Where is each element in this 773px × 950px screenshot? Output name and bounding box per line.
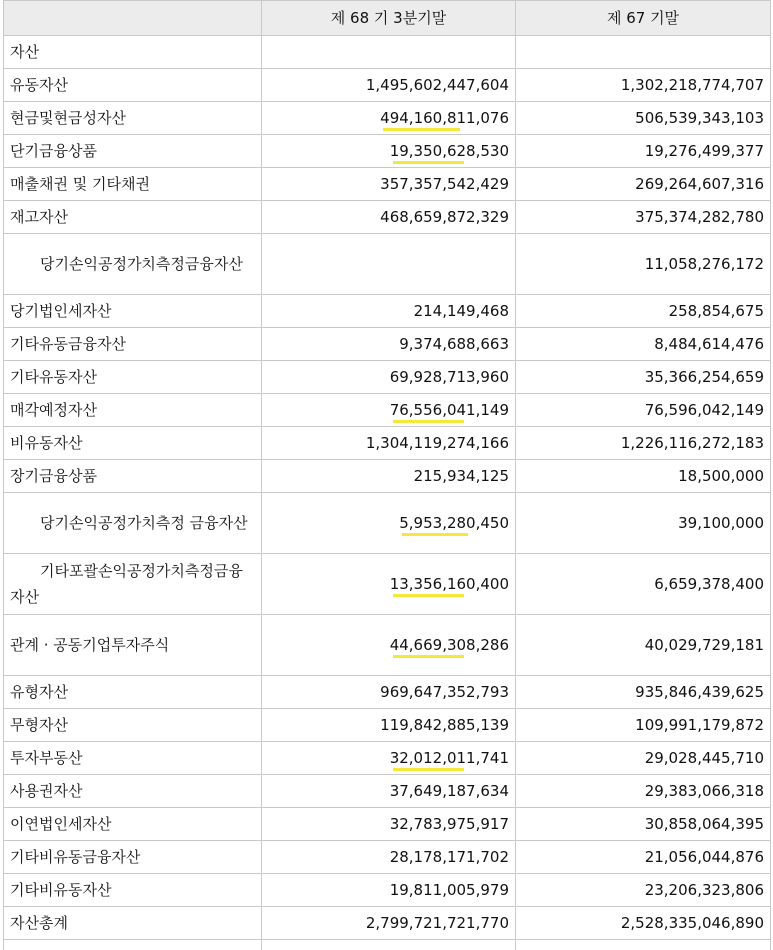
row-label: 투자부동산 (4, 742, 262, 775)
current-value: 32,783,975,917 (262, 808, 516, 841)
current-value: 468,659,872,329 (262, 201, 516, 234)
prior-value: 40,029,729,181 (516, 615, 771, 676)
prior-value: 29,028,445,710 (516, 742, 771, 775)
prior-value: 19,276,499,377 (516, 135, 771, 168)
header-row (4, 1, 771, 36)
table-row (4, 742, 771, 775)
current-value (262, 493, 516, 554)
row-label: 기타유동자산 (4, 361, 262, 394)
current-value: 69,928,713,960 (262, 361, 516, 394)
table-row (4, 427, 771, 460)
row-label: 당기법인세자산 (4, 295, 262, 328)
current-value: 28,178,171,702 (262, 841, 516, 874)
table-row (4, 168, 771, 201)
table-row (4, 69, 771, 102)
row-label: 기타유동금융자산 (4, 328, 262, 361)
table-row (4, 709, 771, 742)
table-row (4, 808, 771, 841)
row-label: 비유동자산 (4, 427, 262, 460)
prior-value: 258,854,675 (516, 295, 771, 328)
prior-value: 2,528,335,046,890 (516, 907, 771, 940)
row-label: 당기손익공정가치측정금융자산 (4, 234, 262, 295)
row-label: 기타비유동금융자산 (4, 841, 262, 874)
row-label: 당기손익공정가치측정 금융자산 (4, 493, 262, 554)
current-value: 357,357,542,429 (262, 168, 516, 201)
table-row (4, 554, 771, 615)
table-row (4, 135, 771, 168)
highlighted-value: 76,556,041,149 (390, 401, 509, 423)
prior-value: 1,226,116,272,183 (516, 427, 771, 460)
row-label: 유동자산 (4, 69, 262, 102)
current-value: 969,647,352,793 (262, 676, 516, 709)
prior-value: 8,484,614,476 (516, 328, 771, 361)
prior-value: 6,659,378,400 (516, 554, 771, 615)
row-label: 단기금융상품 (4, 135, 262, 168)
table-row (4, 841, 771, 874)
header-current-period: 제 68 기 3분기말 (262, 1, 516, 36)
row-label: 매각예정자산 (4, 394, 262, 427)
current-value: 1,304,119,274,166 (262, 427, 516, 460)
current-value (262, 36, 516, 69)
current-value: 37,649,187,634 (262, 775, 516, 808)
prior-value: 375,374,282,780 (516, 201, 771, 234)
current-value (262, 742, 516, 775)
table-row (4, 394, 771, 427)
highlighted-value: 494,160,811,076 (380, 109, 509, 131)
table-row (4, 295, 771, 328)
table-row (4, 36, 771, 69)
empty-cell (516, 940, 771, 950)
current-value: 214,149,468 (262, 295, 516, 328)
row-label: 사용권자산 (4, 775, 262, 808)
table-row (4, 102, 771, 135)
balance-sheet-table (3, 0, 771, 950)
row-label: 유형자산 (4, 676, 262, 709)
prior-value: 1,302,218,774,707 (516, 69, 771, 102)
table-row (4, 201, 771, 234)
prior-value: 109,991,179,872 (516, 709, 771, 742)
prior-value: 30,858,064,395 (516, 808, 771, 841)
prior-value: 39,100,000 (516, 493, 771, 554)
table-row (4, 493, 771, 554)
prior-value: 935,846,439,625 (516, 676, 771, 709)
table-row (4, 361, 771, 394)
header-label-col (4, 1, 262, 36)
current-value: 2,799,721,721,770 (262, 907, 516, 940)
table-row (4, 676, 771, 709)
table-row (4, 907, 771, 940)
current-value (262, 102, 516, 135)
highlighted-value: 13,356,160,400 (390, 575, 509, 597)
row-label: 매출채권 및 기타채권 (4, 168, 262, 201)
prior-value: 11,058,276,172 (516, 234, 771, 295)
current-value (262, 615, 516, 676)
row-label: 관계 · 공동기업투자주식 (4, 615, 262, 676)
table-row (4, 775, 771, 808)
table-row (4, 615, 771, 676)
prior-value: 18,500,000 (516, 460, 771, 493)
current-value: 19,811,005,979 (262, 874, 516, 907)
header-prior-period: 제 67 기말 (516, 1, 771, 36)
row-label: 무형자산 (4, 709, 262, 742)
empty-cell (262, 940, 516, 950)
row-label: 기타비유동자산 (4, 874, 262, 907)
row-label: 기타포괄손익공정가치측정금융자산 (4, 554, 262, 615)
table-row (4, 940, 771, 950)
table-row (4, 874, 771, 907)
row-label: 이연법인세자산 (4, 808, 262, 841)
highlighted-value: 19,350,628,530 (390, 142, 509, 164)
current-value (262, 135, 516, 168)
highlighted-value: 32,012,011,741 (390, 749, 509, 771)
row-label: 자산총계 (4, 907, 262, 940)
prior-value: 76,596,042,149 (516, 394, 771, 427)
current-value: 119,842,885,139 (262, 709, 516, 742)
current-value (262, 394, 516, 427)
prior-value: 23,206,323,806 (516, 874, 771, 907)
table-row (4, 328, 771, 361)
highlighted-value: 44,669,308,286 (390, 636, 509, 658)
empty-cell (4, 940, 262, 950)
table-row (4, 460, 771, 493)
table-row (4, 234, 771, 295)
prior-value: 35,366,254,659 (516, 361, 771, 394)
current-value: 215,934,125 (262, 460, 516, 493)
current-value: 9,374,688,663 (262, 328, 516, 361)
prior-value: 506,539,343,103 (516, 102, 771, 135)
highlighted-value: 5,953,280,450 (399, 514, 509, 536)
current-value (262, 554, 516, 615)
row-label: 장기금융상품 (4, 460, 262, 493)
current-value: 1,495,602,447,604 (262, 69, 516, 102)
row-label: 재고자산 (4, 201, 262, 234)
current-value (262, 234, 516, 295)
prior-value: 29,383,066,318 (516, 775, 771, 808)
prior-value (516, 36, 771, 69)
prior-value: 21,056,044,876 (516, 841, 771, 874)
prior-value: 269,264,607,316 (516, 168, 771, 201)
row-label: 자산 (4, 36, 262, 69)
row-label: 현금및현금성자산 (4, 102, 262, 135)
